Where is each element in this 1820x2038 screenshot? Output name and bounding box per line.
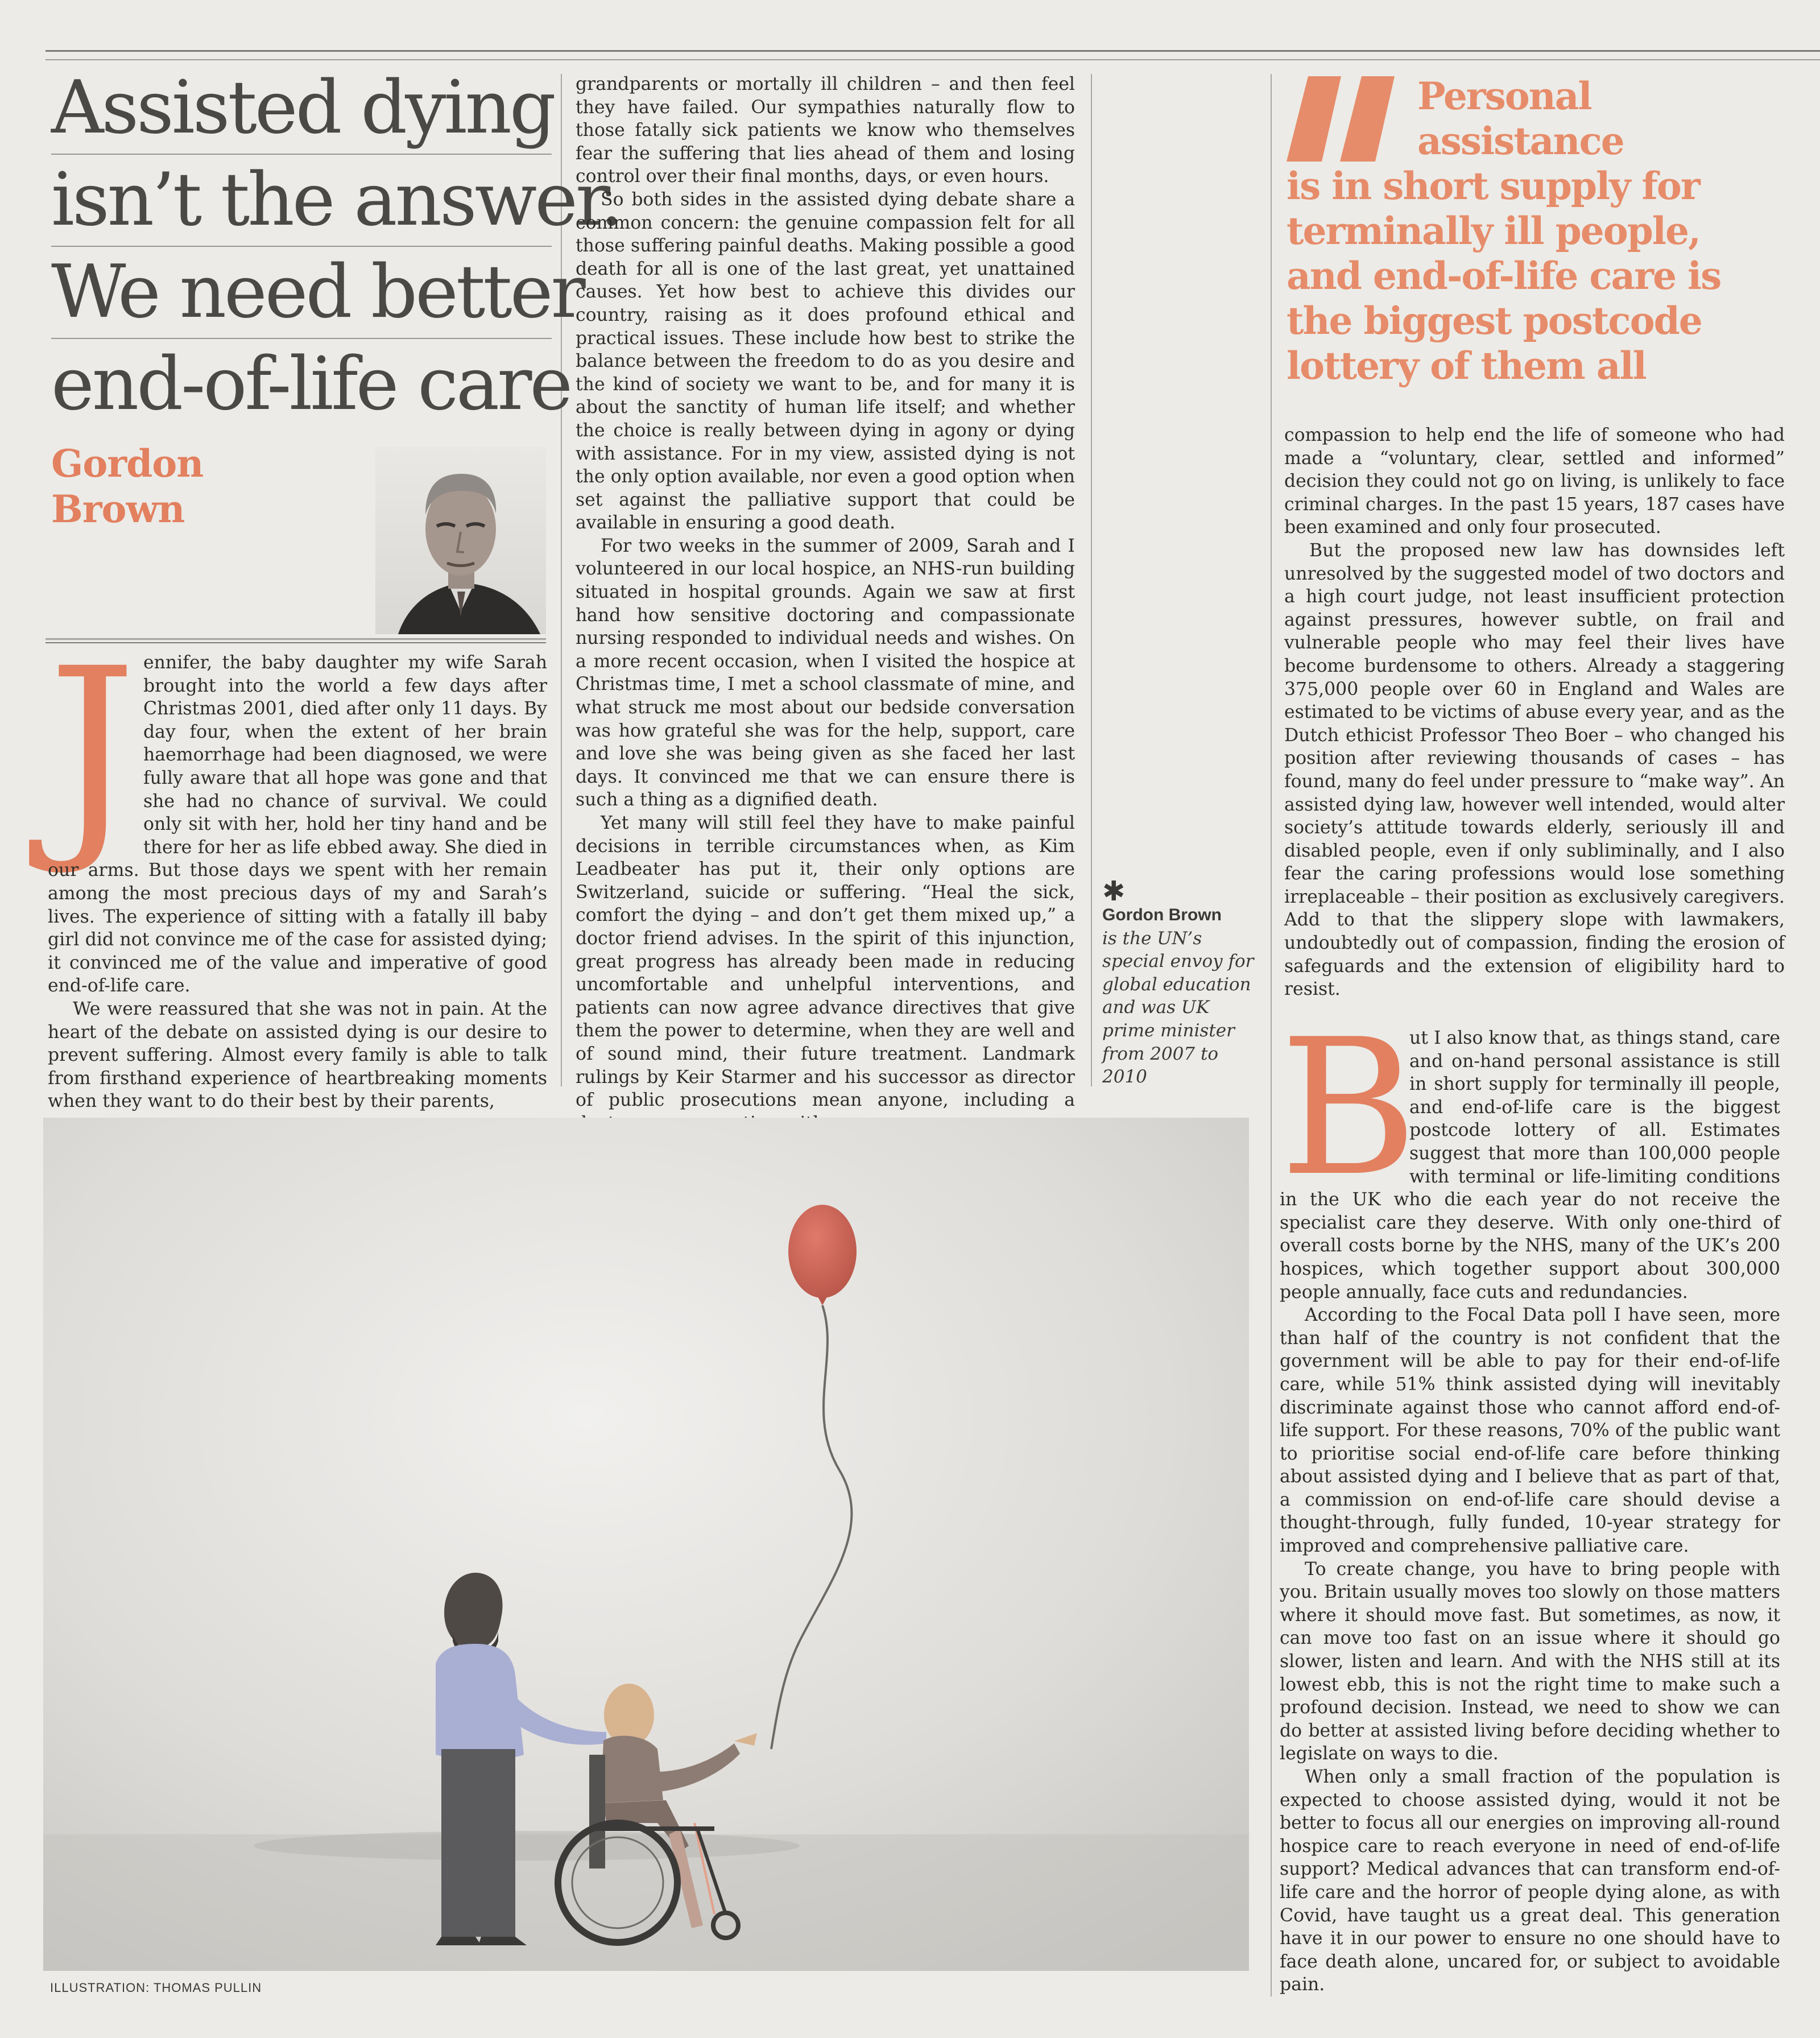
author-portrait bbox=[375, 447, 546, 634]
illustration-credit: ILLUSTRATION: THOMAS PULLIN bbox=[50, 1981, 262, 1995]
col4-paragraph-1: compassion to help end the life of someone who had made a “voluntary, clear, settled and informed” decision they could not go on living, is unlikely to face criminal charges. In the past 15 years, 187 cases have been examined and only four prosecuted. bbox=[1284, 425, 1785, 538]
col2-paragraph-1: grandparents or mortally ill children – and then feel they have failed. Our sympathies naturally flow to those fatally sick patients we know who themselves fear the suffering that lies ahead of them and losing control over their final months, days, or even hours. bbox=[576, 74, 1075, 187]
byline bbox=[51, 441, 203, 532]
col2-paragraph-3: For two weeks in the summer of 2009, Sarah and I volunteered in our local hospice, an NHS-run building situated in hospital grounds. Again we saw at first hand how sensitive doctoring and compassionate nursing responded to individual needs and wishes. On a more recent occasion, when I visited the hospice at Christmas time, I met a school classmate of mine, and what struck me most about our bedside conversation was how grateful she was for the help, support, care and love she was being given as she faced her last days. It convinced me that we can ensure there is such a thing as a dignified death. bbox=[576, 535, 1075, 811]
col1-paragraph-2: We were reassured that she was not in pain. At the heart of the debate on assisted dying is our desire to prevent suffering. Almost every family is able to talk from firsthand experience of heartbreaking moments when they want to do their best by their parents, bbox=[48, 998, 547, 1112]
headline bbox=[51, 63, 621, 430]
quote-mark-icon bbox=[1287, 76, 1400, 162]
illustration bbox=[43, 1118, 1249, 1971]
asterisk-icon: ✱ bbox=[1102, 875, 1126, 907]
masthead-rule-secondary bbox=[46, 59, 1820, 60]
pull-quote-line-5: and end-of-life care is bbox=[1287, 254, 1721, 298]
col2-paragraph-4: Yet many will still feel they have to make painful decisions in terrible circumstances when, as Kim Leadbeater has put it, their only options are Switzerland, suicide or suffering. “Heal the sick, comfort the dying – and don’t get them mixed up,” a doctor friend advises. In the spirit of this injunction, great progress has already been made in reducing uncomfortable and unhelpful interventions, and patients can now agree advance directives that give them the power to determine, when they are well and of sound mind, their future treatment. Landmark rulings by Keir Starmer and his successor as director of public prosecutions mean anyone, including a bbox=[576, 813, 1075, 1111]
article-column-4-bottom bbox=[1280, 999, 1780, 1996]
article-column-1 bbox=[48, 621, 547, 1113]
column-divider-3 bbox=[1271, 74, 1272, 1996]
pull-quote bbox=[1287, 74, 1798, 388]
headline-line-1: Assisted dying bbox=[51, 63, 552, 155]
col2-paragraph-2: So both sides in the assisted dying debate share a common concern: the genuine compassion felt for all those suffering painful deaths. Making possible a good death for all is one of the last great, yet unattained causes. Yet how best to achieve this divides our country, raising as it does profound ethical and practical issues. These include how best to strike the balance between the freedom to do as you desire and the kind of society we want to be, and for many it is about the sanctity of human life itself; and whether the choice is really between dying in agony or dying with assistance. For in my view, assisted dying is not the only option available, nor even a good option when set against the palliative support that could be available in ensuring a good death. bbox=[576, 189, 1075, 534]
pull-quote-line-2: assistance bbox=[1417, 119, 1624, 163]
byline-last-name: Brown bbox=[51, 487, 185, 531]
pull-quote-line-4: terminally ill people, bbox=[1287, 209, 1700, 253]
headline-line-3: We need better bbox=[51, 247, 552, 339]
col4-paragraph-3: ut I also know that, as things stand, care and on-hand personal assistance is still in short supply for terminally ill people, and end-of-life care is the biggest postcode lottery of all. Estimates suggest that more than 100,000 people with terminal or life-limiting conditions in the UK who die each year do not receive the specialist care they deserve. With only one-third of overall costs borne by the NHS, many of the UK’s 200 hospices, which together support about 300,000 people annually, face cuts and redundancies. bbox=[1280, 1028, 1780, 1303]
article-column-4-top bbox=[1284, 424, 1785, 1001]
pull-quote-line-3: is in short supply for bbox=[1287, 164, 1699, 208]
col4-paragraph-2: But the proposed new law has downsides left unresolved by the suggested model of two doctors and a high court judge, not least insufficient protection against pressures, however subtle, on frail and vulnerable people who may feel their lives have become burdensome to others. Already a staggering 375,000 people over 60 in England and Wales are estimated to be victims of abuse every year, and as the Dutch ethicist Professor Theo Boer – who changed his position after reviewing thousands of cases – has found, many do feel under pressure to “make way”. An assisted dying law, however well intended, would alter society’s attitude towards elderly, seriously ill and disabled people, even if only subliminally, and I also fear the caring professions would lose something irreplaceable – their position as exclusively caregivers. Add to that the slippery slope with lawmakers, undoubtedly out of compassion, finding the erosion of safeguards and the extension of eligibility hard to resist. bbox=[1284, 540, 1785, 1000]
column-divider-2 bbox=[1091, 74, 1092, 1086]
author-bio-name: Gordon Brown bbox=[1102, 906, 1222, 924]
author-bio-text: is the UN’s special envoy for global education and was UK prime minister from 2007 to 2010 bbox=[1102, 928, 1254, 1088]
pull-quote-line-1: Personal bbox=[1417, 74, 1591, 118]
col1-paragraph-1: ennifer, the baby daughter my wife Sarah brought into the world a few days after Christmas 2001, died after only 11 days. By day four, when the extent of her brain haemorrhage had been diagnosed, we were fully aware that all hope was gone and that she had no chance of survival. We could only sit with her, hold her tiny hand and be there for her as life ebbed away. She died in our arms. But those days we spent with her remain among the most precious days of my and Sarah’s lives. The experience of sitting with a fatally ill baby girl did not convince me of the case for assisted dying; it convinced me of the value and imperative of good end-of-life care. bbox=[48, 652, 547, 997]
pull-quote-line-7: lottery of them all bbox=[1287, 344, 1646, 388]
drop-cap-b: B bbox=[1280, 999, 1418, 1217]
author-bio bbox=[1102, 875, 1261, 1089]
byline-first-name: Gordon bbox=[51, 441, 204, 486]
col4-paragraph-6: When only a small fraction of the population is expected to choose assisted dying, would it not be better to focus all our energies on improving all-round hospice care to reach everyone in need of end-of-life support? Medical advances that can transform end-of-life care and the horror of people dying alone, as with Covid, have taught us a great deal. This generation have it in our power to ensure no one should have to face death alone, uncared for, or subject to avoidable pain. bbox=[1280, 1767, 1780, 1995]
pull-quote-line-6: the biggest postcode bbox=[1287, 299, 1702, 343]
drop-cap-j: J bbox=[48, 621, 137, 879]
col4-paragraph-5: To create change, you have to bring people with you. Britain usually moves too slowly on those matters where it should move fast. But sometimes, as now, it can move too fast on an issue where it should go slower, listen and learn. And with the NHS still at its lowest ebb, this is not the right time to make such a profound decision. Instead, we need to show we can do better at assisted living before deciding whether to legislate on ways to die. bbox=[1280, 1559, 1780, 1764]
masthead-rule bbox=[46, 50, 1820, 52]
col4-paragraph-4: According to the Focal Data poll I have seen, more than half of the country is not confident that the government will be able to pay for their end-of-life care, while 51% think assisted dying will inevitably discriminate against those who cannot afford end-of-life support. For these reasons, 70% of the public want to prioritise social end-of-life care before thinking about assisted dying and I believe that as part of that, a commission on end-of-life care should devise a thought-through, fully funded, 10-year strategy for improved and comprehensive palliative care. bbox=[1280, 1305, 1780, 1557]
headline-line-2: isn’t the answer. bbox=[51, 155, 552, 247]
headline-line-4: end-of-life care bbox=[51, 342, 571, 427]
article-column-2 bbox=[576, 73, 1075, 1135]
